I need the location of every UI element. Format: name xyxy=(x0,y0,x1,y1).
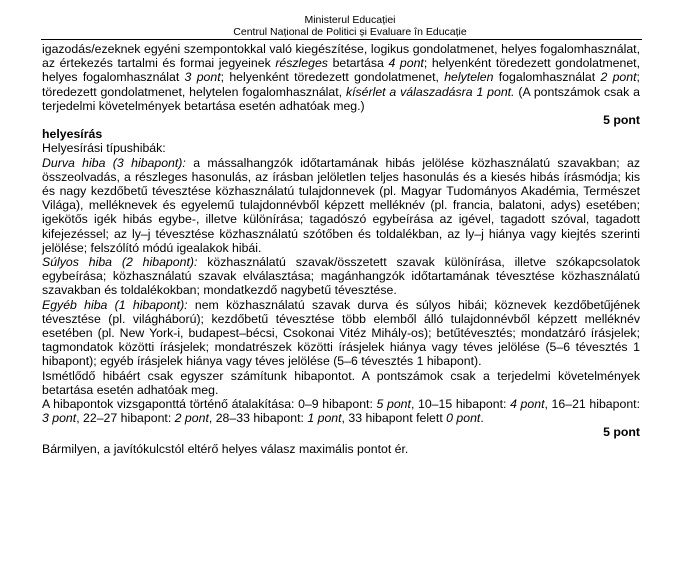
footer-note: Bármilyen, a javítókulcstól eltérő helyes válasz maximális pontot ér. xyxy=(42,441,409,456)
gross-error-text: a mássalhangzók időtartamának hibás jelölése közhasználatú szavakban; az összeolvadás, a részleges hasonulás, az írásban jelöletlen teljes hasonulás és a kiesés hibás írásmódja; kis és nagy kezdőbetű tévesztése közhasználatú tulajdonnevek (pl. Magyar Tudományos Akadémia, Természet Világa), melléknevek és egyelemű tulajdonnévből képzett melléknév (pl. francia, balatoni, adys) esetében; igekötős igék hibás egybe-, illetve különírása; tagadószó egybeírása az igével, tagadott szóval, tagadott kifejezéssel; az ly–j tévesztése közhasználatú szótőben és toldalékban, az ly–j hiánya vagy kiejtés szerinti jelölése; felszólító módú igealakok hibái. xyxy=(42,155,640,255)
gross-error-label: Durva hiba (3 hibapont): xyxy=(42,155,186,170)
intro-text-4: ; helyenként töredezett gondolatmenet, xyxy=(220,70,445,85)
intro-text-5: fogalomhasználat xyxy=(493,70,601,85)
intro-text-3: ; helyenként töredezett gondolatmenet, helyes fogalomhasználat xyxy=(42,56,640,85)
center-name: Centrul Național de Politici și Evaluare în Educație xyxy=(233,26,467,38)
header-divider xyxy=(41,39,642,40)
serious-error-text: közhasználatú szavak/összetett szavak különírása, illetve szókapcsolatok egybeírása; közhasználatú szavak elválasztása; magánhangzók időtartamának tévesztése közhasználatú szavakban és toldalékokban; mondatkezdő nagybetű tévesztése. xyxy=(42,255,640,298)
other-error-label: Egyéb hiba (1 hibapont): xyxy=(42,297,188,312)
conv-emph-5: 1 pont xyxy=(307,411,342,426)
spelling-score: 5 pont xyxy=(603,425,640,440)
serious-error-label: Súlyos hiba (2 hibapont): xyxy=(42,255,198,270)
conv-text-7: . xyxy=(480,411,484,426)
intro-text-1: igazodás/ezeknek egyéni szempontokkal való kiegészítése, logikus gondolatmenet, helyes fogalomhasználat, az értekezés tartalmi és formai jegyeinek xyxy=(42,42,640,71)
conversion-paragraph xyxy=(42,397,640,425)
intro-text-6: ; töredezett gondolatmenet, helytelen fogalomhasználat, xyxy=(42,70,640,99)
conv-text-2: , 10–15 hibapont: xyxy=(410,397,511,412)
ministry-name: Ministerul Educației xyxy=(304,14,396,26)
intro-emph-4: helytelen xyxy=(444,70,494,85)
conv-text-6: , 33 hibapont felett xyxy=(341,411,447,426)
intro-emph-3: 3 pont xyxy=(184,70,221,85)
intro-emph-5: 2 pont xyxy=(600,70,637,85)
serious-error-paragraph xyxy=(42,255,640,298)
repeat-error-paragraph: Ismétlődő hibáért csak egyszer számítunk hibapontot. A pontszámok csak a terjedelmi követelmények betartása esetén adhatóak meg. xyxy=(42,368,640,397)
document-body xyxy=(42,42,640,456)
document-header xyxy=(0,14,700,38)
conv-emph-6: 0 pont xyxy=(446,411,481,426)
conv-text-1: A hibapontok vizsgaponttá történő átalakítása: 0–9 hibapont: xyxy=(42,397,377,412)
conv-emph-2: 4 pont xyxy=(510,397,545,412)
other-error-text: nem közhasználatú szavak durva és súlyos hibái; köznevek kezdőbetűjének tévesztése (pl. világháború); kezdőbetű tévesztése több elemből álló tulajdonnévből képzett melléknév esetében (pl. New York-i, budapest–bécsi, Csokonai Vitéz Mihály-os); betűtévesztés; mondatzáró írásjelek; tagmondatok közötti írásjelek; mondatrészek közötti írásjelek hiánya vagy téves jelölése (5–6 tévesztés 1 hibapont); egyéb írásjelek hiánya vagy téves jelölése (5–6 tévesztés 1 hibapont). xyxy=(42,297,641,369)
conv-text-4: , 22–27 hibapont: xyxy=(76,411,175,426)
spelling-heading: helyesírás xyxy=(42,127,103,142)
intro-text-2: betartása xyxy=(327,56,389,71)
intro-text-7: (A pontszámok csak a terjedelmi követelmények betartása esetén adhatóak meg.) xyxy=(42,84,640,113)
conv-text-3: , 16–21 hibapont: xyxy=(544,397,640,412)
intro-emph-6: kísérlet a válaszadásra 1 pont. xyxy=(345,84,515,99)
conv-emph-3: 3 pont xyxy=(42,411,77,426)
conv-emph-1: 5 pont xyxy=(376,397,411,412)
spelling-subheading: Helyesírási típushibák: xyxy=(42,141,166,156)
intro-emph-1: részleges xyxy=(275,56,328,71)
intro-score: 5 pont xyxy=(603,113,640,128)
gross-error-paragraph xyxy=(42,156,640,255)
intro-paragraph xyxy=(42,42,640,113)
intro-emph-2: 4 pont xyxy=(388,56,424,71)
conv-text-5: , 28–33 hibapont: xyxy=(208,411,308,426)
conv-emph-4: 2 pont xyxy=(174,411,209,426)
other-error-paragraph xyxy=(42,298,640,369)
